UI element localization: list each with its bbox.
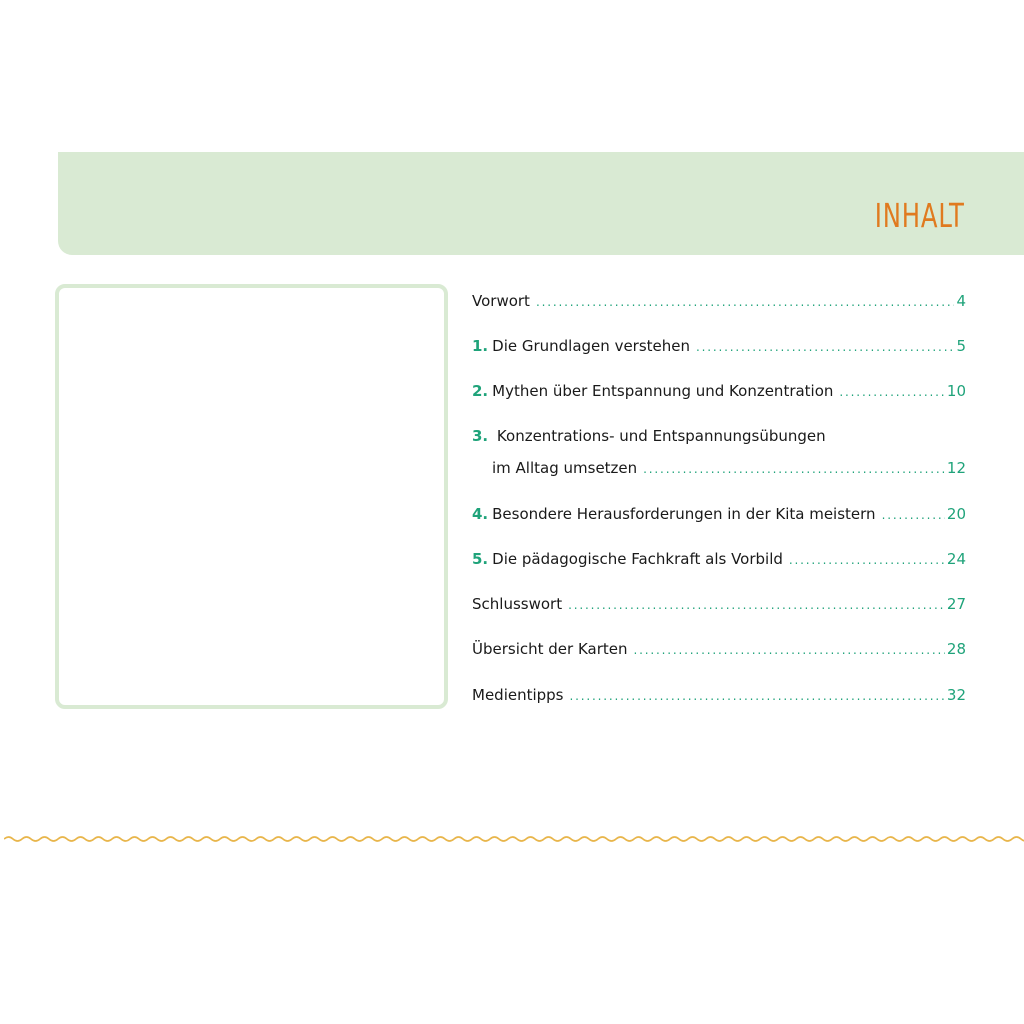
toc-dot-leader [839,386,944,398]
toc-entry-label-line1: Konzentrations- und Entspannungsübungen [496,427,826,445]
toc-entry-label: Medientipps [472,686,564,704]
toc-entry-label: Vorwort [472,292,530,310]
toc-entry-label: Die pädagogische Fachkraft als Vorbild [492,550,783,568]
toc-entry-page: 20 [946,505,966,523]
toc-entry-page: 32 [946,686,966,704]
image-placeholder-frame [55,284,448,709]
toc-entry-number: 5. [472,550,489,568]
toc-entry-schlusswort[interactable] [472,597,966,612]
toc-dot-leader [634,644,945,656]
toc-entry-page: 12 [946,459,966,477]
toc-entry-uebersicht[interactable] [472,642,966,657]
toc-dot-leader [536,296,955,308]
toc-entry-number: 3. [472,427,489,445]
toc-entry-chapter-1[interactable] [472,339,966,354]
toc-entry-page: 4 [956,292,966,310]
toc-dot-leader [789,554,945,566]
toc-dot-leader [568,599,945,611]
toc-entry-label: Übersicht der Karten [472,640,628,658]
toc-entry-chapter-2[interactable] [472,384,966,399]
toc-dot-leader [696,341,954,353]
toc-entry-page: 24 [946,550,966,568]
toc-entry-label: Besondere Herausforderungen in der Kita meistern [492,505,876,523]
toc-dot-leader [882,509,945,521]
toc-dot-leader [643,463,945,475]
toc-entry-medientipps[interactable] [472,688,966,703]
toc-entry-label: im Alltag umsetzen [492,459,638,477]
toc-entry-label: Schlusswort [472,595,563,613]
toc-entry-page: 28 [946,640,966,658]
toc-dot-leader [570,690,945,702]
toc-entry-page: 27 [946,595,966,613]
toc-entry-chapter-5[interactable] [472,552,966,567]
toc-entry-chapter-4[interactable] [472,507,966,522]
toc-entry-number: 4. [472,505,489,523]
toc-entry-page: 5 [956,337,966,355]
toc-entry-number: 1. [472,337,489,355]
toc-entry-label: Die Grundlagen verstehen [492,337,691,355]
toc-entry-vorwort[interactable] [472,294,966,309]
toc-entry-chapter-3[interactable] [472,461,966,476]
toc-entry-number: 2. [472,382,489,400]
page-title: INHALT [875,196,965,235]
wavy-divider [4,832,1024,846]
toc-entry-chapter-3-line1[interactable] [472,429,826,444]
toc-entry-label: Mythen über Entspannung und Konzentration [492,382,834,400]
toc-entry-page: 10 [946,382,966,400]
